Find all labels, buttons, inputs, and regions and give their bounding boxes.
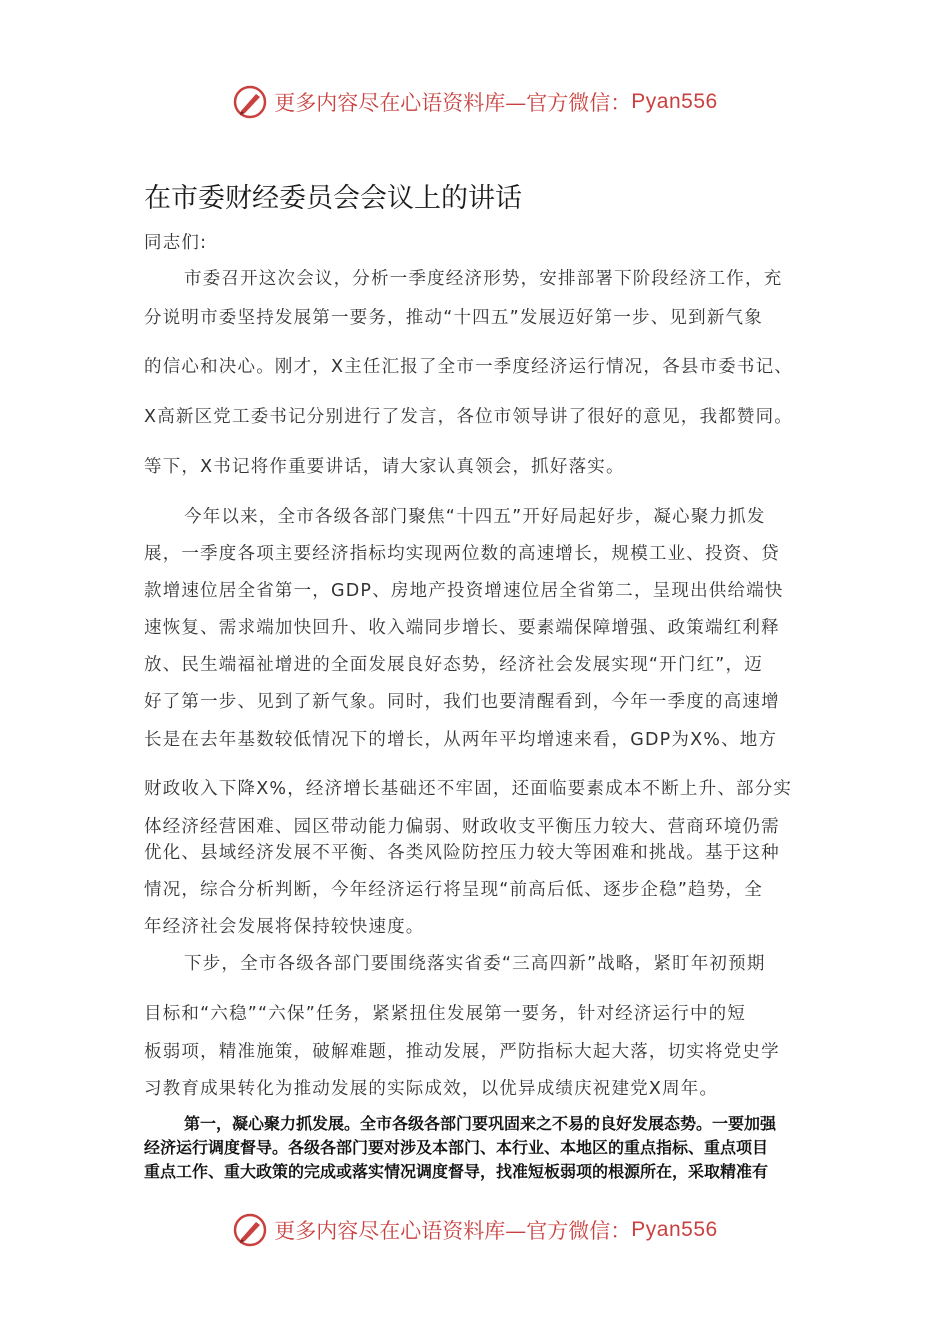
greeting: 同志们: — [144, 233, 208, 253]
banner-text: 更多内容尽在心语资料库—官方微信： — [274, 1219, 632, 1243]
paragraph-line: 目标和“六稳”“六保”任务，紧紧扭住发展第一要务，针对经济运行中的短 — [144, 1004, 747, 1024]
pen-logo-icon — [232, 1212, 268, 1248]
paragraph-line: 优化、县域经济发展不平衡、各类风险防控压力较大等困难和挑战。基于这种 — [144, 843, 780, 863]
paragraph-line: X高新区党工委书记分别进行了发言，各位市领导讲了很好的意见，我都赞同。 — [144, 407, 793, 427]
paragraph-line: 好了第一步、见到了新气象。同时，我们也要清醒看到，今年一季度的高速增 — [144, 692, 780, 712]
paragraph-line: 款增速位居全省第一，GDP、房地产投资增速位居全省第二，呈现出供给端快 — [144, 581, 784, 601]
paragraph-line: 财政收入下降X%，经济增长基础还不牢固，还面临要素成本不断上升、部分实 — [144, 779, 793, 799]
paragraph-line: 下步，全市各级各部门要围绕落实省委“三高四新”战略，紧盯年初预期 — [184, 954, 766, 974]
paragraph-line: 等下，X书记将作重要讲话，请大家认真领会，抓好落实。 — [144, 457, 625, 477]
bold-line: 重点工作、重大政策的完成或落实情况调度督导，找准短板弱项的根源所在，采取精准有 — [144, 1162, 769, 1181]
paragraph-line: 长是在去年基数较低情况下的增长，从两年平均增速来看，GDP为X%、地方 — [144, 730, 778, 750]
paragraph-line: 习教育成果转化为推动发展的实际成效，以优异成绩庆祝建党X周年。 — [144, 1079, 719, 1099]
paragraph-line: 体经济经营困难、园区带动能力偏弱、财政收支平衡压力较大、营商环境仍需 — [144, 817, 780, 837]
paragraph-line: 放、民生端福祉增进的全面发展良好态势，经济社会发展实现“开门红”，迈 — [144, 655, 763, 675]
banner-text: 更多内容尽在心语资料库—官方微信： — [274, 91, 632, 115]
paragraph-line: 市委召开这次会议，分析一季度经济形势，安排部署下阶段经济工作，充 — [184, 269, 783, 289]
paragraph-line: 今年以来，全市各级各部门聚焦“十四五”开好局起好步，凝心聚力抓发 — [184, 507, 766, 527]
footer-banner — [0, 1212, 950, 1248]
bold-paragraph — [144, 1112, 808, 1184]
paragraph-line: 年经济社会发展将保持较快速度。 — [144, 917, 425, 937]
paragraph-line: 的信心和决心。刚才，X主任汇报了全市一季度经济运行情况，各县市委书记、 — [144, 357, 793, 377]
paragraph-line: 情况，综合分析判断，今年经济运行将呈现“前高后低、逐步企稳”趋势，全 — [144, 880, 763, 900]
paragraph-line: 分说明市委坚持发展第一要务，推动“十四五”发展迈好第一步、见到新气象 — [144, 308, 763, 328]
pen-logo-icon — [232, 84, 268, 120]
paragraph-line: 展，一季度各项主要经济指标均实现两位数的高速增长，规模工业、投资、贷 — [144, 544, 780, 564]
paragraph-line: 板弱项，精准施策，破解难题，推动发展，严防指标大起大落，切实将党史学 — [144, 1042, 780, 1062]
paragraph-line: 速恢复、需求端加快回升、收入端同步增长、要素端保障增强、政策端红利释 — [144, 618, 780, 638]
banner-handle: Pyan556 — [631, 90, 718, 113]
page-title: 在市委财经委员会会议上的讲话 — [144, 183, 522, 214]
banner-handle: Pyan556 — [631, 1218, 718, 1241]
bold-line: 经济运行调度督导。各级各部门要对涉及本部门、本行业、本地区的重点指标、重点项目 — [144, 1138, 769, 1157]
bold-line: 第一，凝心聚力抓发展。全市各级各部门要巩固来之不易的良好发展态势。一要加强 — [184, 1114, 777, 1133]
header-banner — [0, 84, 950, 120]
